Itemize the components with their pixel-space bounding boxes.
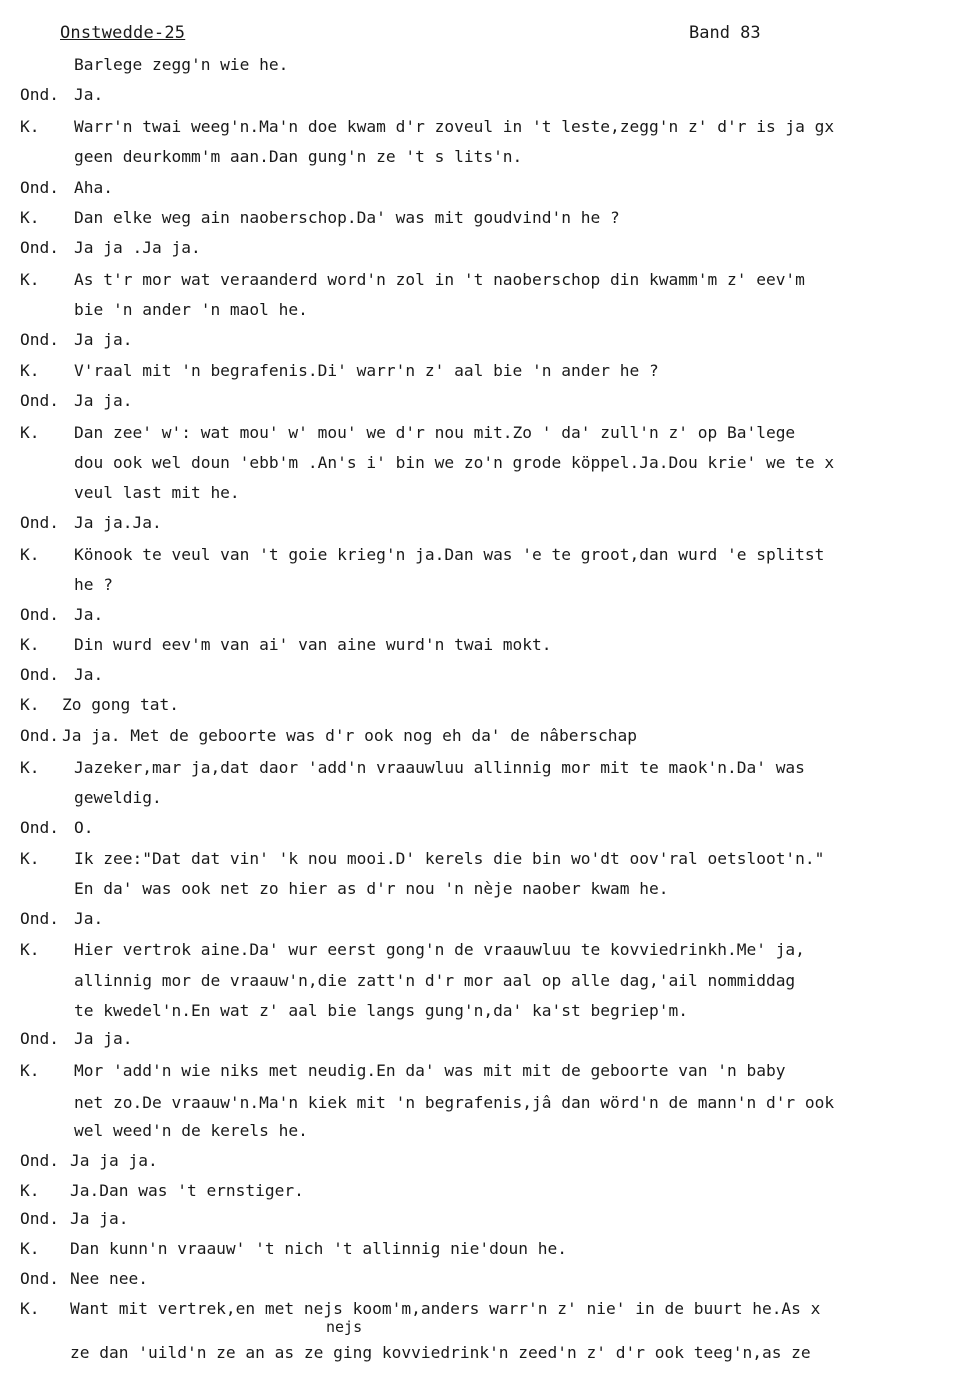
line-text: ze dan 'uild'n ze an as ze ging kovviedrink'n zeed'n z' d'r ook teeg'n,as ze	[70, 1343, 811, 1362]
speaker-label: K.	[20, 695, 40, 714]
speaker-label: K.	[20, 758, 40, 777]
speaker-label: Ond.	[20, 909, 59, 928]
speaker-label: K.	[20, 1239, 40, 1258]
line-text: Ja.	[74, 605, 104, 624]
line-text: Dan elke weg ain naoberschop.Da' was mit goudvind'n he ?	[74, 208, 620, 227]
line-text: bie 'n ander 'n maol he.	[74, 300, 308, 319]
speaker-label: Ond.	[20, 1269, 59, 1288]
speaker-label: K.	[20, 635, 40, 654]
line-text: Ja ja.	[74, 1029, 133, 1048]
handwritten-correction: nejs	[326, 1318, 363, 1336]
line-text: Ja.	[74, 665, 104, 684]
line-text: Mor 'add'n wie niks met neudig.En da' was mit mit de geboorte van 'n baby	[74, 1061, 786, 1080]
line-text: net zo.De vraauw'n.Ma'n kiek mit 'n begrafenis,jâ dan wörd'n de mann'n d'r ook	[74, 1093, 835, 1112]
speaker-label: K.	[20, 117, 40, 136]
tape-number: Band 83	[689, 23, 761, 43]
line-text: Nee nee.	[70, 1269, 148, 1288]
speaker-label: K.	[20, 940, 40, 959]
speaker-label: K.	[20, 208, 40, 227]
speaker-label: Ond.	[20, 513, 59, 532]
speaker-label: Ond.	[20, 1151, 59, 1170]
line-text: O.	[74, 818, 94, 837]
line-text: Zo gong tat.	[62, 695, 179, 714]
line-text: Ja ja. Met de geboorte was d'r ook nog eh da' de nâberschap	[62, 726, 637, 745]
speaker-label: K.	[20, 423, 40, 442]
line-text: Hier vertrok aine.Da' wur eerst gong'n de vraauwluu te kovviedrinkh.Me' ja,	[74, 940, 805, 959]
line-text: Ja.Dan was 't ernstiger.	[70, 1181, 304, 1200]
speaker-label: Ond.	[20, 1029, 59, 1048]
line-text: geen deurkomm'm aan.Dan gung'n ze 't s lits'n.	[74, 147, 523, 166]
speaker-label: K.	[20, 1299, 40, 1318]
line-text: allinnig mor de vraauw'n,die zatt'n d'r mor aal op alle dag,'ail nommiddag	[74, 971, 796, 990]
line-text: Ja ja ja.	[70, 1151, 158, 1170]
line-text: he ?	[74, 575, 113, 594]
line-text: veul last mit he.	[74, 483, 240, 502]
line-text: Ik zee:"Dat dat vin' 'k nou mooi.D' kerels die bin wo'dt oov'ral oetsloot'n."	[74, 849, 825, 868]
line-text: Ja.	[74, 85, 104, 104]
line-text: Ja ja.Ja.	[74, 513, 162, 532]
speaker-label: K.	[20, 849, 40, 868]
speaker-label: K.	[20, 1061, 40, 1080]
line-text: Ja ja.	[74, 330, 133, 349]
line-text: geweldig.	[74, 788, 162, 807]
line-text: Könook te veul van 't goie krieg'n ja.Dan was 'e te groot,dan wurd 'e splitst	[74, 545, 825, 564]
line-text: Warr'n twai weeg'n.Ma'n doe kwam d'r zoveul in 't leste,zegg'n z' d'r is ja gx	[74, 117, 835, 136]
speaker-label: Ond.	[20, 665, 59, 684]
speaker-label: Ond.	[20, 178, 59, 197]
line-text: Dan kunn'n vraauw' 't nich 't allinnig nie'doun he.	[70, 1239, 568, 1258]
line-text: En da' was ook net zo hier as d'r nou 'n nèje naober kwam he.	[74, 879, 669, 898]
speaker-label: Ond.	[20, 818, 59, 837]
line-text: Jazeker,mar ja,dat daor 'add'n vraauwluu allinnig mor mit te maok'n.Da' was	[74, 758, 805, 777]
line-text: te kwedel'n.En wat z' aal bie langs gung'n,da' ka'st begriep'm.	[74, 1001, 688, 1020]
line-text: Aha.	[74, 178, 113, 197]
speaker-label: Ond.	[20, 726, 59, 745]
speaker-label: Ond.	[20, 605, 59, 624]
line-text: wel weed'n de kerels he.	[74, 1121, 308, 1140]
line-text: As t'r mor wat veraanderd word'n zol in 't naoberschop din kwamm'm z' eev'm	[74, 270, 805, 289]
speaker-label: Ond.	[20, 1209, 59, 1228]
line-text: Want mit vertrek,en met nejs koom'm,anders warr'n z' nie' in de buurt he.As x	[70, 1299, 821, 1318]
line-text: Ja ja .Ja ja.	[74, 238, 201, 257]
line-text: Ja ja.	[70, 1209, 129, 1228]
speaker-label: K.	[20, 1181, 40, 1200]
line-text: Barlege zegg'n wie he.	[74, 55, 289, 74]
speaker-label: K.	[20, 270, 40, 289]
speaker-label: K.	[20, 545, 40, 564]
line-text: Dan zee' w': wat mou' w' mou' we d'r nou mit.Zo ' da' zull'n z' op Ba'lege	[74, 423, 796, 442]
line-text: Ja ja.	[74, 391, 133, 410]
line-text: Din wurd eev'm van ai' van aine wurd'n twai mokt.	[74, 635, 552, 654]
document-title: Onstwedde-25	[60, 23, 186, 43]
speaker-label: Ond.	[20, 238, 59, 257]
line-text: V'raal mit 'n begrafenis.Di' warr'n z' aal bie 'n ander he ?	[74, 361, 659, 380]
line-text: dou ook wel doun 'ebb'm .An's i' bin we zo'n grode köppel.Ja.Dou krie' we te x	[74, 453, 835, 472]
speaker-label: K.	[20, 361, 40, 380]
speaker-label: Ond.	[20, 391, 59, 410]
line-text: Ja.	[74, 909, 104, 928]
speaker-label: Ond.	[20, 85, 59, 104]
speaker-label: Ond.	[20, 330, 59, 349]
